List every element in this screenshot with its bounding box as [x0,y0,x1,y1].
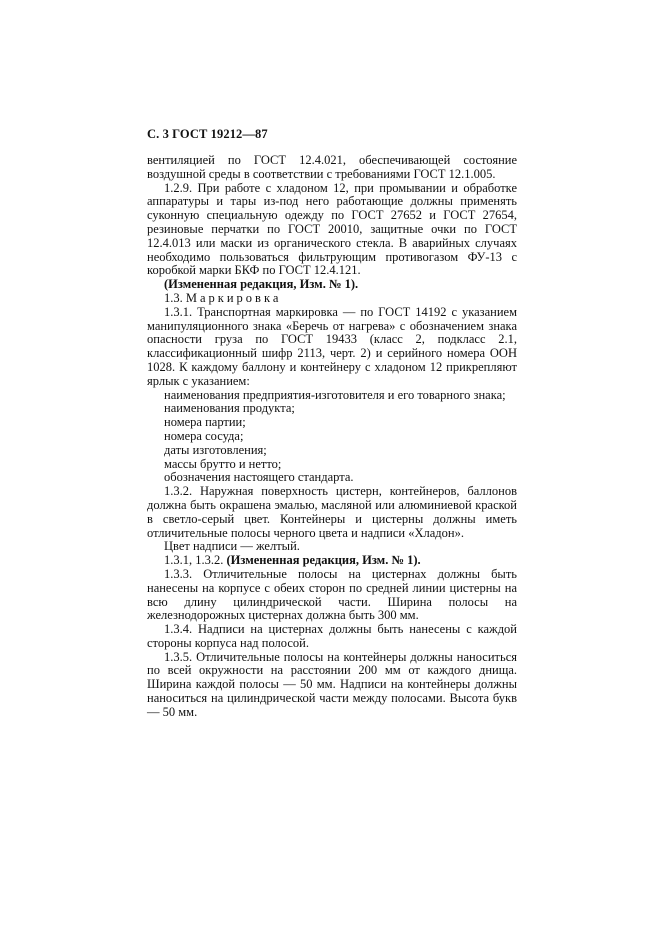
paragraph [147,278,517,292]
paragraph-text: наименования продукта; [164,401,295,416]
paragraph-text: массы брутто и нетто; [164,456,282,471]
paragraph [147,416,517,430]
paragraph [147,154,517,182]
paragraph-text: 1.3.2. Наружная поверхность цистерн, контейнеров, баллонов должна быть окрашена эмалью, масляной или алюминиевой краской в светло-серый цвет. Контейнеры и цистерны должны иметь отличительные полосы черного цвета и надписи «Хладон». [147,484,517,540]
paragraph [147,651,517,720]
paragraph-text: 1.2.9. При работе с хладоном 12, при промывании и обработке аппаратуры и тары из-под него работающие должны применять суконную специальную одежду по ГОСТ 27652 и ГОСТ 27654, резиновые перчатки по ГОСТ 20010, защитные очки по ГОСТ 12.4.013 или маски из органического стекла. В аварийных случаях необходимо пользоваться фильтрующим противогазом ФУ-13 с коробкой марки БКФ по ГОСТ 12.4.121. [147,180,517,278]
paragraph-text: номера партии; [164,415,246,430]
paragraph-text: 1.3.4. Надписи на цистернах должны быть нанесены с каждой стороны корпуса над полосой. [147,622,517,650]
paragraph [147,554,517,568]
paragraph [147,292,517,306]
paragraph-text: 1.3.1, 1.3.2. [164,553,227,568]
paragraph [147,444,517,458]
page-header: С. 3 ГОСТ 19212—87 [147,127,268,141]
paragraph [147,458,517,472]
paragraph [147,471,517,485]
paragraph-text: обозначения настоящего стандарта. [164,470,354,485]
paragraph [147,430,517,444]
bold-text: (Измененная редакция, Изм. № 1). [164,277,359,292]
paragraph-text: 1.3.5. Отличительные полосы на контейнеры должны наноситься по всей окружности на расстоянии 200 мм от каждого днища. Ширина каждой полосы — 50 мм. Надписи на контейнеры должны наноситься на цилиндрической части между полосами. Высота букв — 50 мм. [147,649,517,719]
paragraph [147,623,517,651]
paragraph-text: 1.3.1. Транспортная маркировка — по ГОСТ 14192 с указанием манипуляционного знака «Беречь от нагрева» с обозначением знака опасности груза по ГОСТ 19433 (класс 2, подкласс 2.1, классификационный шифр 2113, черт. 2) и серийного номера ООН 1028. К каждому баллону и контейнеру с хладоном 12 прикрепляют ярлык с указанием: [147,304,517,388]
paragraph [147,568,517,623]
paragraph-text: номера сосуда; [164,428,244,443]
paragraph-text: наименования предприятия-изготовителя и его товарного знака; [164,387,506,402]
paragraph-text: 1.3.3. Отличительные полосы на цистернах должны быть нанесены на корпусе с обеих сторон по средней линии цистерны на всю длину цилиндрической части. Ширина полосы на железнодорожных цистернах должна быть 300 мм. [147,566,517,623]
document-body [147,154,517,720]
paragraph [147,540,517,554]
paragraph [147,485,517,540]
paragraph [147,402,517,416]
paragraph-text: даты изготовления; [164,442,267,457]
paragraph [147,389,517,403]
paragraph-text: вентиляцией по ГОСТ 12.4.021, обеспечивающей состояние воздушной среды в соответствии с требованиями ГОСТ 12.1.005. [147,153,517,181]
paragraph-text: Цвет надписи — желтый. [164,539,300,554]
paragraph [147,182,517,279]
paragraph-text: 1.3. [164,290,186,305]
paragraph [147,306,517,389]
spaced-heading-text: Маркировка [185,290,282,305]
bold-text: (Измененная редакция, Изм. № 1). [226,553,421,568]
